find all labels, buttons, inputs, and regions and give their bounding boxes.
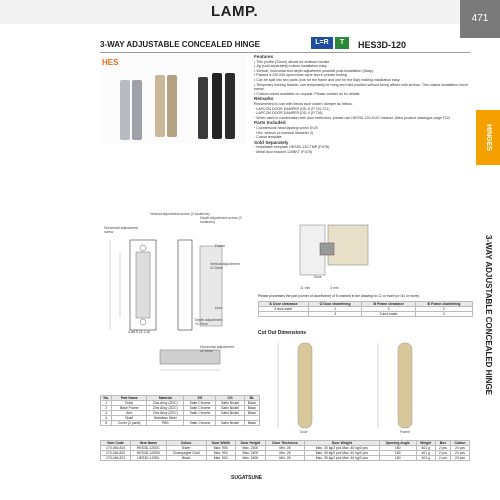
table-cell: Zinc Alloy (ZDC) <box>147 401 184 406</box>
page-number: 471 <box>460 0 500 38</box>
vertical-adjust-label: Vertical adjustment screw (2 locations) <box>150 212 210 216</box>
table-cell: Base Frame <box>112 406 147 411</box>
hinge-gold-image <box>155 75 165 137</box>
table-cell: Max. 2400 <box>235 446 265 451</box>
table-cell: 2 <box>101 406 112 411</box>
table-cell: Black <box>244 421 259 426</box>
table-cell: 3 <box>415 312 472 317</box>
table-cell: Satin Chrome <box>184 421 216 426</box>
table-cell: HES3D-120DN <box>131 451 166 456</box>
remark-item: · LAPCON DOOR DAMPER (DD-V (P.716) <box>254 111 323 116</box>
installation-drawing <box>290 215 380 285</box>
model-number: HES3D-120 <box>358 40 407 50</box>
table-cell: Max. 30 kg/2 pcs Max. 40 kg/3 pcs <box>304 456 379 461</box>
door-label: Door <box>215 306 223 310</box>
table-header: Door Weight <box>304 441 379 446</box>
feature-item: • Thin profile (31mm) allows for shallow mortise. <box>254 59 331 64</box>
feature-item: • Can be split into two parts (one for the frame and one for the flap) making installation easy. <box>254 77 401 82</box>
features-heading: Features <box>254 54 274 59</box>
table-row <box>101 456 470 461</box>
table-cell: Champagne Gold <box>166 451 206 456</box>
cutout-drawing <box>258 338 468 438</box>
product-table <box>100 440 470 461</box>
table-cell: 24 pcs <box>450 456 469 461</box>
footer-brand: SUGATSUNE <box>231 475 263 481</box>
table-cell: Max. 30 kg/2 pcs Max. 40 kg/3 pcs <box>304 451 379 456</box>
features-panel <box>254 54 472 154</box>
cutout-title: Cut Out Dimensions <box>258 330 307 336</box>
remarks-heading: Remarks <box>254 96 274 102</box>
part-item: · Cutout template <box>254 135 282 140</box>
table-cell: 180 <box>379 451 416 456</box>
table-header: CG <box>216 396 244 401</box>
vertical-adjustment-range: Vertical adjustment ±2.0mm <box>210 262 240 270</box>
table-header: Colour <box>166 441 206 446</box>
table-cell: 2 <box>415 307 472 312</box>
side-category-strip <box>476 165 500 465</box>
table-cell: 5 <box>101 421 112 426</box>
table-cell: Max. 900 <box>206 451 235 456</box>
table-cell: Satin Chrome <box>184 411 216 416</box>
table-cell: 2 pcs <box>435 451 450 456</box>
table-cell: Max. 2400 <box>235 451 265 456</box>
table-cell: Arm <box>112 411 147 416</box>
table-cell: Min. 28 <box>266 446 305 451</box>
table-cell: 24 pcs <box>450 451 469 456</box>
table-cell: Satin Nickel <box>216 406 244 411</box>
table-row <box>101 421 260 426</box>
parts-heading: Parts Included <box>254 120 286 126</box>
gap-table <box>258 301 473 317</box>
table-header: Item Code <box>101 441 131 446</box>
table-cell: 4 and under <box>259 307 309 312</box>
table-cell: Zinc Alloy (ZDC) <box>147 411 184 416</box>
door-label-right: Door <box>314 275 322 279</box>
table-cell: Satin Chrome <box>184 401 216 406</box>
table-header: Door Height <box>235 441 265 446</box>
table-cell: Satin Chrome <box>184 406 216 411</box>
depth-adjust-label: Depth adjustment screw (2 locations) <box>200 216 242 224</box>
table-cell: 2 pcs <box>435 446 450 451</box>
table-cell: 2 pcs <box>435 456 450 461</box>
title-divider <box>100 52 470 53</box>
table-header: Door Width <box>206 441 235 446</box>
table-cell: 170-046-820 <box>101 451 131 456</box>
lr-badge: L=R <box>311 37 333 49</box>
hinge-black-image <box>198 77 208 139</box>
table-cell: 1 <box>308 307 362 312</box>
table-header: Weight <box>416 441 435 446</box>
horizontal-adjust-label: Horizontal adjustment screw <box>104 226 138 234</box>
section-tab-label: HINGES <box>485 124 492 151</box>
hes-brand-mark: HES <box>102 58 119 67</box>
table-cell: 180 <box>379 446 416 451</box>
page-title: 3-WAY ADJUSTABLE CONCEALED HINGE <box>100 40 261 49</box>
table-cell <box>259 312 309 317</box>
table-header: Item Name <box>131 441 166 446</box>
table-cell: Satin Nickel <box>216 401 244 406</box>
table-header: No. <box>101 396 112 401</box>
feature-item: • Passed a 200,000 open/close cycle test in private testing. <box>254 73 348 78</box>
feature-item: • Temporary holding feature: can temporarily be hung and held position without being affixed with screws. This makes installation much easier. <box>254 82 469 92</box>
table-cell: Satin Nickel <box>216 421 244 426</box>
table-cell: HES3D-120DC <box>131 446 166 451</box>
table-cell: 401 g <box>416 456 435 461</box>
table-cell: Min. 28 <box>266 456 305 461</box>
feature-item: • Custom colors available on request. Please contact us for details. <box>254 91 361 96</box>
table-cell: PBS <box>147 421 184 426</box>
table-header: Material <box>147 396 184 401</box>
table-cell: Zinc Alloy (ZDC) <box>147 406 184 411</box>
part-item: · Countersunk head tapping screw 5×20 <box>254 125 318 130</box>
table-cell: Cover (2 parts) <box>112 421 147 426</box>
gap-header: ① Door clearance <box>259 302 309 307</box>
table-header: Opening Angle <box>379 441 416 446</box>
feature-item: • Jig (sold separately) makes installation easy. <box>254 64 328 69</box>
table-header: Carton <box>450 441 469 446</box>
table-cell: 3 <box>101 411 112 416</box>
table-cell: Max. 2400 <box>235 456 265 461</box>
table-cell: 3 <box>308 312 362 317</box>
cutout-door-label: Door <box>300 430 308 434</box>
table-cell: Satin Nickel <box>216 411 244 416</box>
brand-logo: LAMP. <box>211 3 259 20</box>
hinge-silver-image <box>120 80 130 140</box>
gap-header: ④ Frame chamfering <box>415 302 472 307</box>
table-cell: 3 and under <box>362 312 415 317</box>
gap-note: Please processes the part (corner of door/frame) of ℝ marked in the drawing to C1 or more (or ℝ1 or more). <box>258 294 420 298</box>
table-cell: 1 <box>101 401 112 406</box>
hinge-gold-image-2 <box>167 75 177 137</box>
hinge-black-image-3 <box>225 73 235 139</box>
holes-label: 4-ø5.5 (4-1-ø) <box>128 330 150 334</box>
table-cell: Min. 28 <box>266 451 305 456</box>
hinge-black-image-2 <box>212 73 222 139</box>
feature-item: • Vertical, horizontal and depth adjustment possible post-installation (3way). <box>254 68 375 73</box>
table-cell: Max. 900 <box>206 456 235 461</box>
table-cell: Max. 30 kg/2 pcs Max. 40 kg/3 pcs <box>304 446 379 451</box>
frame-dim-label: 3 min <box>330 286 339 290</box>
min-dim-label: 11 min <box>300 286 311 290</box>
gap-header: ③ Frame clearance <box>362 302 415 307</box>
table-cell: 180 <box>379 456 416 461</box>
t-badge: T <box>335 37 349 49</box>
sold-separately-heading: Sold Separately <box>254 139 289 145</box>
cutout-frame-label: Frame <box>400 430 411 434</box>
remark-item: · When used in combination with door restrictors, please use HES3D-120-K101 instead. (New product catalogue page F22) <box>254 115 450 120</box>
table-cell: 170-046-821 <box>101 456 131 461</box>
horizontal-adjustment-range: Horizontal adjustment ±2.0mm <box>200 345 234 353</box>
table-header: Box <box>435 441 450 446</box>
table-cell: 24 pcs <box>450 446 469 451</box>
depth-adjustment-range: Depth adjustment ±1.0mm <box>195 318 223 326</box>
side-category-label: 3-WAY ADJUSTABLE CONCEALED HINGE <box>484 234 493 396</box>
table-cell: Black <box>244 401 259 406</box>
remark-item: · LAPCON DOOR DAMPER (DD-S (P.720-721) <box>254 106 330 111</box>
gap-header: ② Door chamfering <box>308 302 362 307</box>
table-header: BL <box>244 396 259 401</box>
section-tab-hinges[interactable] <box>476 110 500 165</box>
table-row <box>259 312 473 317</box>
table-cell: 401 g <box>416 446 435 451</box>
frame-label: Frame <box>215 244 226 248</box>
table-cell: Black <box>166 456 206 461</box>
table-cell: 4 <box>101 416 112 421</box>
table-cell: Black <box>244 406 259 411</box>
remark-item: Recommend to use with below door closer/ damper as bellow. <box>254 101 353 106</box>
table-cell: Black <box>244 411 259 416</box>
table-cell: Body <box>112 401 147 406</box>
table-cell: Shaft <box>112 416 147 421</box>
table-cell: 401 g <box>416 451 435 456</box>
sold-item: · Metal door bracket 120BKT (P.476) <box>254 149 313 154</box>
table-cell: 3 <box>362 307 415 312</box>
part-item: · Hex. wrench (a nominal diameter 3) <box>254 130 314 135</box>
product-photo <box>100 55 246 143</box>
hinge-technical-drawing <box>100 210 250 390</box>
sold-item: · Installation template HES3D-120-TMP (P.476) <box>254 145 330 150</box>
table-cell: Silver <box>166 446 206 451</box>
table-header: Door Thickness <box>266 441 305 446</box>
table-header: Part Name <box>112 396 147 401</box>
parts-table <box>100 395 260 426</box>
table-cell: 170-046-810 <box>101 446 131 451</box>
table-cell: HES3D-120BL <box>131 456 166 461</box>
hinge-silver-image-2 <box>132 80 142 140</box>
table-cell: Stainless Steel <box>147 416 184 421</box>
table-header: SG <box>184 396 216 401</box>
table-cell: Max. 900 <box>206 446 235 451</box>
